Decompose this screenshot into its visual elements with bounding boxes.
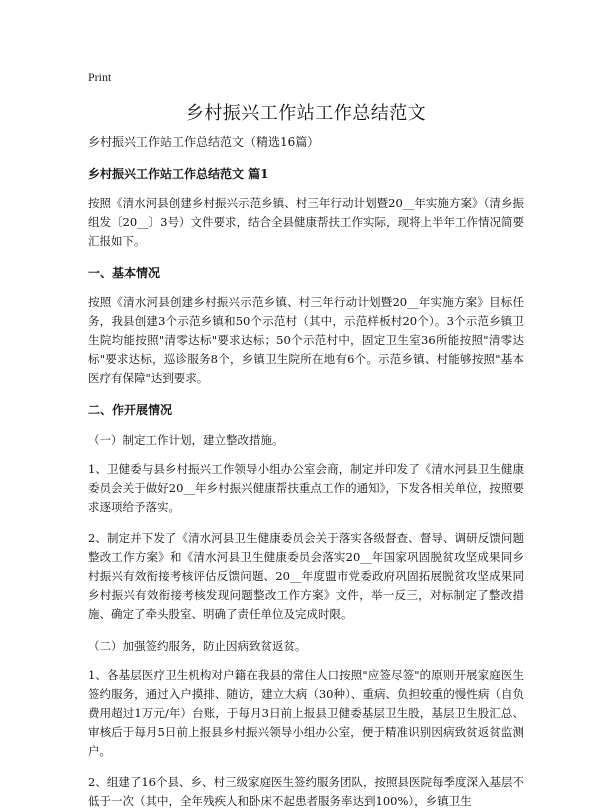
signing-paragraph-1: 1、各基层医疗卫生机构对户籍在我县的常住人口按照"应签尽签"的原则开展家庭医生签约服务，通过入户摸排、随访，建立大病（30种）、重病、负担较重的慢性病（自负费用超过1万元/年）台账，于每月3日前上报县卫健委基层卫生股，基层卫生股汇总、审核后于每月5日前上报县乡村振兴领导小组办公室，便于精准识别因病致贫返贫监测户。: [88, 668, 524, 758]
subsection-heading-plan: （一）制定工作计划，建立整改措施。: [88, 433, 284, 447]
plan-paragraph-1: 1、卫健委与县乡村振兴工作领导小组办公室会商，制定并印发了《清水河县卫生健康委员会关于做好20__年乡村振兴健康帮扶重点工作的通知》，下发各相关单位，按照要求逐项给予落实。: [88, 462, 524, 514]
document-subtitle: 乡村振兴工作站工作总结范文（精选16篇）: [88, 135, 320, 149]
document-title: 乡村振兴工作站工作总结范文: [185, 103, 427, 124]
section-basic-paragraph: 按照《清水河县创建乡村振兴示范乡镇、村三年行动计划暨20__年实施方案》目标任务，我县创建3个示范乡镇和50个示范村（其中，示范样板村20个）。3个示范乡镇卫生院均能按照"清零达标"要求达标；50个示范村中，固定卫生室36所能按照"清零达标"要求达标，巡诊服务8个，乡镇卫生院所在地有6个。示范乡镇、村能够按照"基本医疗有保障"达到要求。: [88, 295, 524, 385]
section-heading-basic: 一、基本情况: [88, 266, 161, 280]
intro-paragraph: 按照《清水河县创建乡村振兴示范乡镇、村三年行动计划暨20__年实施方案》（清乡振组发〔20__〕3号）文件要求，结合全县健康帮扶工作实际，现将上半年工作情况简要汇报如下。: [88, 196, 524, 248]
section-heading-work: 二、作开展情况: [88, 403, 173, 417]
subsection-heading-signing: （二）加强签约服务，防止因病致贫返贫。: [88, 639, 307, 653]
print-link[interactable]: Print: [88, 70, 112, 84]
signing-paragraph-2: 2、组建了16个县、乡、村三级家庭医生签约服务团队，按照县医院每季度深入基层不低于一次（其中，全年残疾人和卧床不起患者服务率达到100%），乡镇卫生: [88, 775, 524, 808]
article-title: 乡村振兴工作站工作总结范文 篇1: [88, 167, 269, 181]
plan-paragraph-2: 2、制定并下发了《清水河县卫生健康委员会关于落实各级督查、督导、调研反馈问题整改工作方案》和《清水河县卫生健康委员会落实20__年国家巩固脱贫攻坚成果同乡村振兴有效衔接考核评估反馈问题、20__年度盟市党委政府巩固拓展脱贫攻坚成果同乡村振兴有效衔接考核发现问题整改工作方案》文件，举一反三，对标制定了整改措施、确定了牵头股室、明确了责任单位及完成时限。: [88, 531, 524, 621]
